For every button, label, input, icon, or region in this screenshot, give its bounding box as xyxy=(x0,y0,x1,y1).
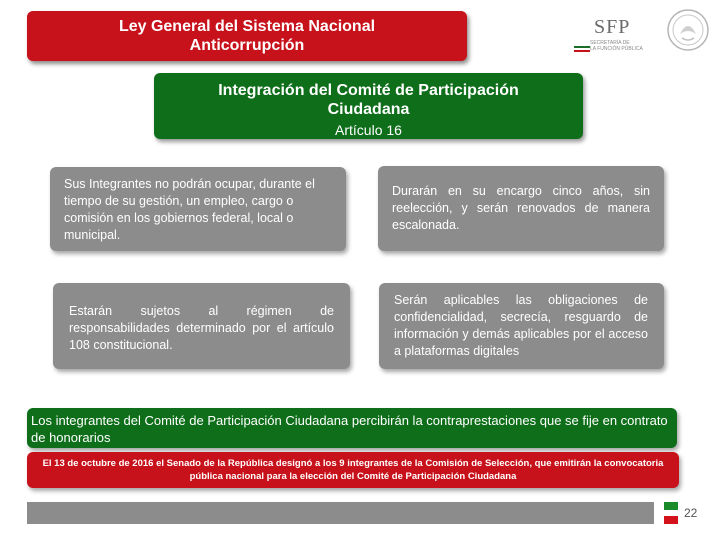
sfp-logo-text: SFP xyxy=(594,16,631,38)
section-heading: Integración del Comité de Participación Ciudadana xyxy=(218,82,519,118)
logo-red-stripe xyxy=(574,50,590,52)
info-card-text: Sus Integrantes no podrán ocupar, durante el tiempo de su gestión, un empleo, cargo o comisión en los gobiernos federal, local o municipal. xyxy=(64,177,315,242)
title-banner xyxy=(27,11,467,61)
title-line-1: Ley General del Sistema Nacional xyxy=(118,18,376,35)
flag-icon xyxy=(664,502,678,524)
title-line-2: Anticorrupción xyxy=(189,37,305,54)
info-card-text: Serán aplicables las obligaciones de confidencialidad, secrecía, resguardo de información y demás aplicables por el acceso a plataformas digitales xyxy=(394,293,648,358)
section-header xyxy=(154,73,583,139)
sfp-logo xyxy=(572,12,660,56)
page-number: 22 xyxy=(684,506,698,520)
info-card xyxy=(53,283,350,369)
article-label: Artículo 16 xyxy=(335,122,402,138)
sfp-logo-subtitle xyxy=(590,40,660,52)
senate-note: El 13 de octubre de 2016 el Senado de la República designó a los 9 integrantes de la Comisión de Selección, que emitirán la convocatoria pública nacional para la elección del Comité de Participación Ciudadana xyxy=(27,452,679,488)
info-card xyxy=(379,283,664,369)
info-card xyxy=(378,166,664,251)
info-card-text: Estarán sujetos al régimen de responsabilidades determinado por el artículo 108 constitucional. xyxy=(69,304,334,352)
national-seal-icon xyxy=(666,8,710,52)
sfp-subtitle-line-1: SECRETARÍA DE xyxy=(590,40,630,46)
info-card-text: Durarán en su encargo cinco años, sin reelección, y serán renovados de manera escalonada. xyxy=(392,184,650,232)
footer-bar xyxy=(27,502,654,524)
sfp-subtitle-line-2: LA FUNCIÓN PÚBLICA xyxy=(590,46,643,52)
info-card xyxy=(50,167,346,251)
compensation-note: Los integrantes del Comité de Participación Ciudadana percibirán la contraprestaciones que se fije en contrato de honorarios xyxy=(27,408,677,448)
logo-green-stripe xyxy=(574,46,590,48)
